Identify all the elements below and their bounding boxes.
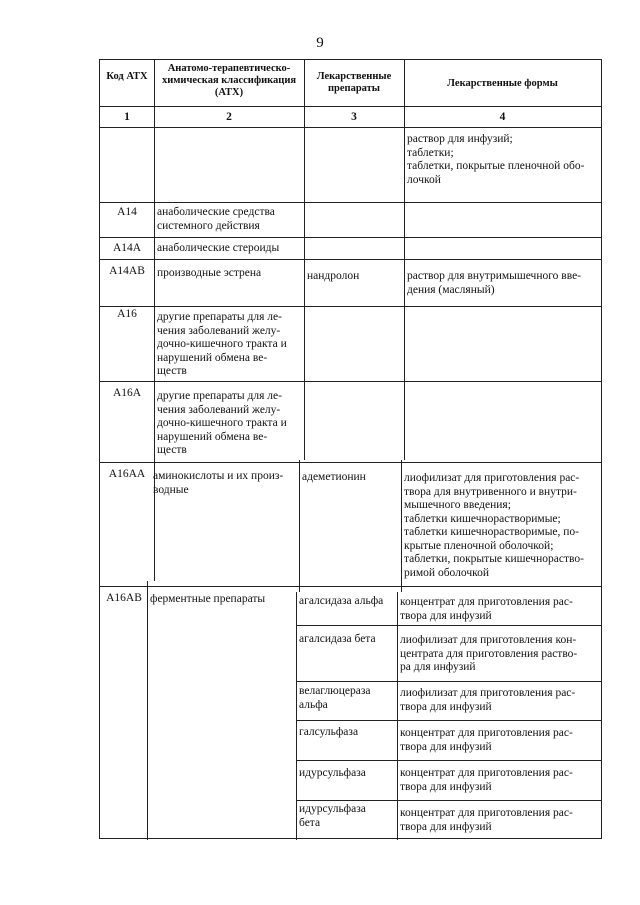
row-3-class: производные эстрена [157, 267, 262, 279]
row-4-class: другие препараты для ле- чения заболеваний желу- дочно-кишечного тракта и нарушений обмена ве- ществ [157, 311, 287, 377]
row-12-drug: идурсульфаза бета [299, 803, 366, 829]
page-number: 9 [316, 35, 324, 51]
row-5-class: другие препараты для ле- чения заболеваний желу- дочно-кишечного тракта и нарушений обмена ве- ществ [157, 390, 287, 456]
row-10-drug: галсульфаза [299, 726, 359, 738]
header-code: Код АТХ [106, 71, 148, 82]
row-12-form: концентрат для приготовления рас- твора для инфузий [400, 807, 573, 833]
row-11-form: концентрат для приготовления рас- твора для инфузий [400, 767, 573, 793]
row-9-form: лиофилизат для приготовления рас- твора для инфузий [400, 687, 576, 713]
row-1-class: анаболические средства системного действия [157, 206, 275, 232]
row-5-code: A16A [112, 387, 142, 399]
row-2-code: A14A [112, 242, 142, 254]
row-4-code: A16 [117, 308, 137, 320]
atc-table [99, 59, 602, 839]
col-number-4: 4 [499, 111, 506, 123]
row-11-drug: идурсульфаза [299, 767, 366, 779]
row-7-drug: агалсидаза альфа [299, 595, 384, 607]
row-6-code: A16AA [108, 468, 146, 480]
row-7-class: ферментные препараты [150, 593, 266, 605]
row-8-drug: агалсидаза бета [299, 633, 376, 645]
row-10-form: концентрат для приготовления рас- твора для инфузий [400, 727, 573, 753]
row-3-code: A14AB [109, 265, 145, 277]
row-9-drug: велаглюцераза альфа [299, 685, 371, 711]
row-6-form: лиофилизат для приготовления рас- твора для внутривенного и внутри- мышечного введения; таблетки кишечнорастворимые; таблетки кишечнорастворимые, по- крытые пленочной оболочкой; таблетки, покрытые кишечнораство- римой оболочкой [404, 472, 584, 579]
row-3-form: раствор для внутримышечного вве- дения (масляный) [407, 270, 582, 296]
header-drugs: Лекарственные препараты [316, 71, 392, 94]
col-number-1: 1 [124, 111, 130, 123]
col-number-2: 2 [226, 111, 232, 123]
row-3-drug: нандролон [307, 270, 360, 282]
row-1-code: A14 [117, 206, 137, 218]
row-7-form: концентрат для приготовления рас- твора для инфузий [400, 596, 573, 622]
row-7-code: A16AB [106, 592, 142, 604]
row-0-form: раствор для инфузий; таблетки; таблетки, покрытые пленочной обо- лочкой [407, 133, 585, 186]
row-6-class: аминокислоты и их произ- водные [153, 470, 284, 496]
col-number-3: 3 [351, 111, 357, 123]
row-8-form: лиофилизат для приготовления кон- центрата для приготовления раство- ра для инфузий [400, 634, 578, 673]
header-forms: Лекарственные формы [447, 78, 558, 89]
row-2-class: анаболические стероиды [157, 242, 280, 254]
row-6-drug: адеметионин [302, 471, 366, 483]
header-classification: Анатомо-терапевтическо-химическая классификация (АТХ) [161, 63, 297, 98]
